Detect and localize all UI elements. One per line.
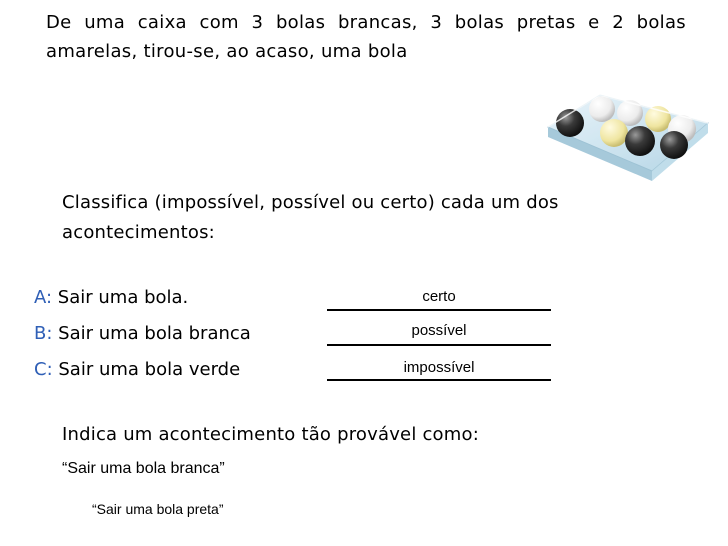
quoted-event: “Sair uma bola branca” [62,460,225,477]
problem-statement: De uma caixa com 3 bolas brancas, 3 bolas pretas e 2 bolas amarelas, tirou-se, ao acaso, uma bola [46,12,686,62]
event-letter: A: [34,287,53,308]
ball [600,119,628,147]
answer-blank-line [327,309,551,311]
answer-blank-line [327,379,551,381]
instruction-text: Classifica (impossível, possível ou certo) cada um dos acontecimentos: [62,192,559,243]
event-row-b [34,323,251,344]
answer-text: impossível [403,359,475,376]
box-with-balls-illustration [540,75,710,185]
ball [660,131,688,159]
event-text: Sair uma bola branca [58,323,251,344]
answer-text: certo [422,288,456,305]
answer-text: possível [411,322,467,339]
event-text: Sair uma bola. [57,287,189,308]
quoted-answer: “Sair uma bola preta” [92,501,224,517]
second-question: Indica um acontecimento tão provável como: [62,424,479,445]
answer-blank-line [327,344,551,346]
ball [625,126,655,156]
event-row-a [34,287,188,308]
event-letter: C: [34,359,53,380]
event-text: Sair uma bola verde [58,359,241,380]
event-row-c [34,359,240,380]
event-letter: B: [34,323,53,344]
